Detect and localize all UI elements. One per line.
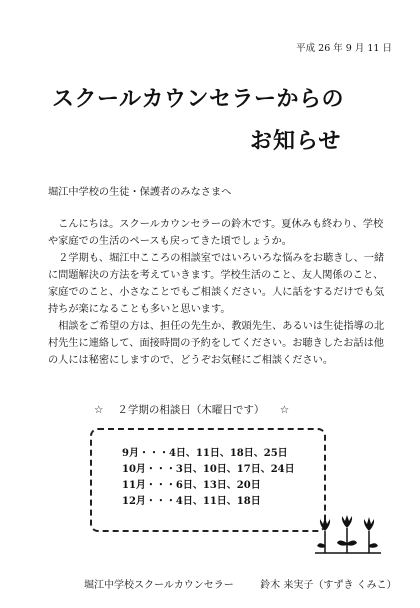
- schedule-item: 12月・・・4日、11日、18日: [122, 496, 261, 507]
- schedule-box: [90, 428, 326, 532]
- schedule-item: 9月・・・4日、11日、18日、25日: [122, 448, 288, 459]
- schedule-heading: [94, 402, 300, 417]
- schedule-heading-text: ２学期の相談日（木曜日です）: [117, 404, 265, 416]
- paragraph-reservation: 相談をご希望の方は、担任の先生か、教頭先生、あるいは生徒指導の北村先生に連絡して、面接時間の予約をしてください。お聴きしたお話は他の人には秘密にしますので、どうぞお気軽にご相談ください。: [48, 321, 385, 366]
- star-icon: ☆: [279, 404, 290, 416]
- greeting: 堀江中学校の生徒・保護者のみなさまへ: [48, 187, 232, 198]
- footer: [84, 576, 397, 591]
- footer-counselor-name: 鈴木 来実子（すずき くみこ）: [260, 580, 397, 591]
- title-line-2: お知らせ: [250, 129, 342, 154]
- title-line-1: スクールカウンセラーからの: [52, 87, 345, 112]
- flowers-icon: [315, 515, 381, 555]
- star-icon: ☆: [94, 404, 104, 416]
- paragraph-service: ２学期も、堀江中こころの相談室ではいろいろな悩みをお聴きし、一緒に問題解決の方法を考えていきます。学校生活のこと、友人関係のこと、家庭でのこと、小さなことでもご相談ください。人に話をするだけでも気持ちが楽になることも多いと思います。: [48, 253, 385, 315]
- paragraph-intro: こんにちは。スクールカウンセラーの鈴木です。夏休みも終わり、学校や家庭での生活のペースも戻ってきた頃でしょうか。: [48, 219, 384, 247]
- document-date: 平成 26 年 9 月 11 日: [296, 43, 392, 54]
- schedule-item: 10月・・・3日、10日、17日、24日: [122, 464, 295, 475]
- schedule-item: 11月・・・6日、13日、20日: [122, 480, 261, 491]
- footer-organization: 堀江中学校スクールカウンセラー: [84, 580, 234, 591]
- schedule-list: [122, 446, 295, 510]
- body-text: [48, 216, 386, 369]
